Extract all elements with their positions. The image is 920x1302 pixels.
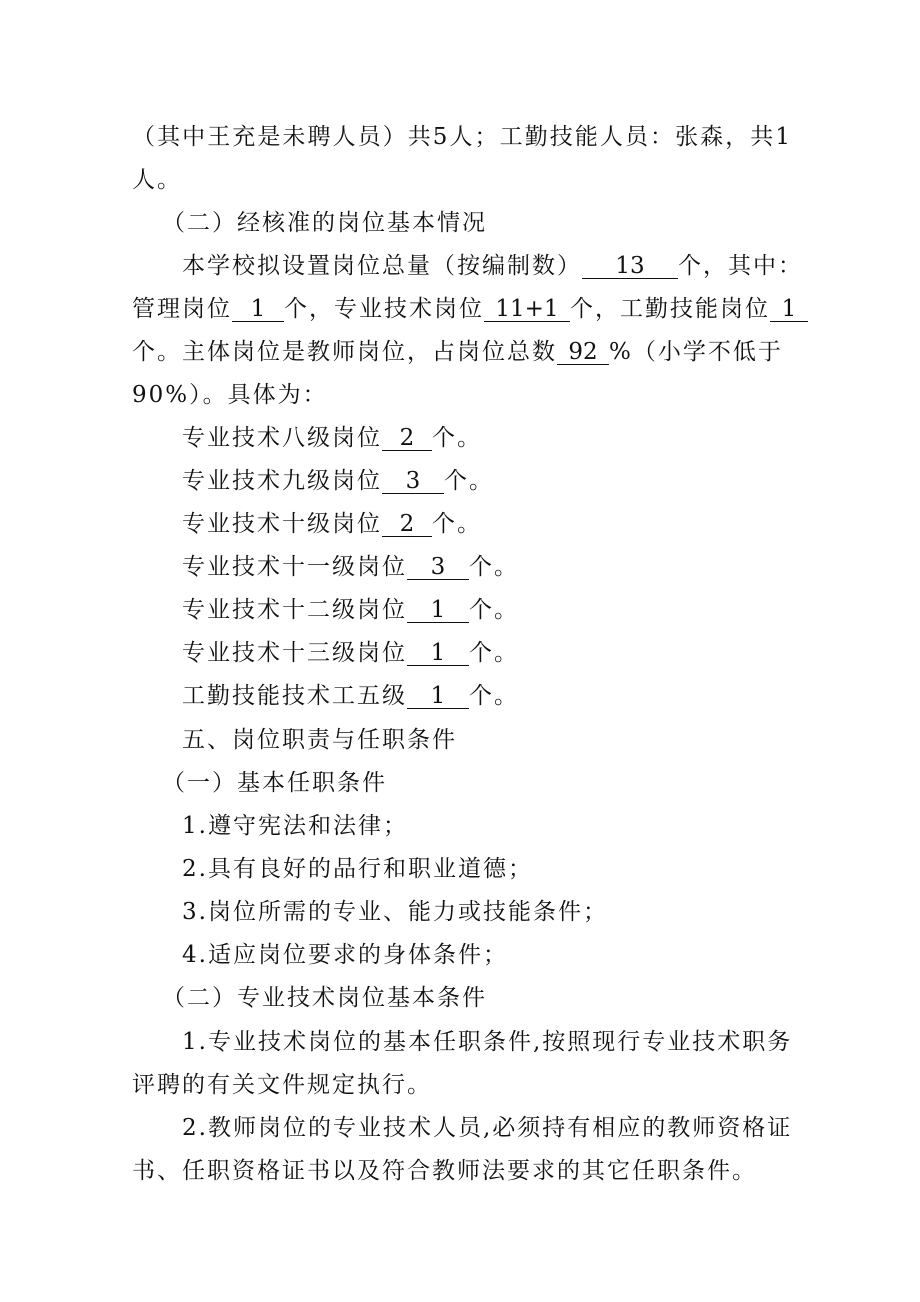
paragraph-line: 评聘的有关文件规定执行。 <box>132 1072 432 1098</box>
filled-blank: 11+1 <box>484 297 570 322</box>
position-unit: 个。 <box>469 554 519 580</box>
condition-item: 2.具有良好的品行和职业道德； <box>182 856 533 882</box>
position-count: 2 <box>382 512 432 537</box>
text-line: 90%）。具体为： <box>132 382 328 408</box>
position-unit: 个。 <box>444 468 494 494</box>
position-line <box>182 423 482 453</box>
section-heading: （二）专业技术岗位基本条件 <box>162 985 487 1011</box>
position-count: 1 <box>407 684 469 709</box>
text-line <box>182 251 803 281</box>
text-segment: 本学校拟设置岗位总量（按编制数） <box>182 253 582 279</box>
text-line: （其中王充是未聘人员）共5人；工勤技能人员：张森，共1 <box>132 124 792 150</box>
filled-blank: 92 <box>557 340 609 365</box>
position-unit: 个。 <box>432 425 482 451</box>
text-segment: %（小学不低于 <box>609 339 783 365</box>
position-count: 2 <box>382 426 432 451</box>
position-line <box>182 595 519 625</box>
text-segment: 个，其中： <box>678 253 803 279</box>
filled-blank: 13 <box>582 254 678 279</box>
text-segment: 个，专业技术岗位 <box>284 296 484 322</box>
position-line <box>182 552 519 582</box>
position-unit: 个。 <box>469 640 519 666</box>
text-segment: 个，工勤技能岗位 <box>570 296 770 322</box>
position-unit: 个。 <box>432 511 482 537</box>
position-line <box>182 466 494 496</box>
position-label: 专业技术十三级岗位 <box>182 640 407 666</box>
position-label: 专业技术九级岗位 <box>182 468 382 494</box>
section-heading: （一）基本任职条件 <box>162 770 387 796</box>
position-count: 1 <box>407 598 469 623</box>
position-line <box>182 681 519 711</box>
text-segment: 个。主体岗位是教师岗位，占岗位总数 <box>132 339 557 365</box>
section-title: 五、岗位职责与任职条件 <box>182 727 457 753</box>
condition-item: 3.岗位所需的专业、能力或技能条件； <box>182 899 608 925</box>
condition-item: 1.遵守宪法和法律； <box>182 813 408 839</box>
filled-blank: 1 <box>770 297 808 322</box>
section-heading: （二）经核准的岗位基本情况 <box>162 210 487 236</box>
position-unit: 个。 <box>469 683 519 709</box>
position-label: 工勤技能技术工五级 <box>182 683 407 709</box>
paragraph-line: 2.教师岗位的专业技术人员,必须持有相应的教师资格证 <box>182 1115 793 1141</box>
position-label: 专业技术十一级岗位 <box>182 554 407 580</box>
position-count: 3 <box>382 469 444 494</box>
position-label: 专业技术八级岗位 <box>182 425 382 451</box>
text-line <box>132 337 783 367</box>
position-label: 专业技术十级岗位 <box>182 511 382 537</box>
position-unit: 个。 <box>469 597 519 623</box>
condition-item: 4.适应岗位要求的身体条件； <box>182 942 508 968</box>
text-line: 人。 <box>132 167 182 193</box>
text-segment: 管理岗位 <box>132 296 232 322</box>
paragraph-line: 书、任职资格证书以及符合教师法要求的其它任职条件。 <box>132 1158 757 1184</box>
position-count: 3 <box>407 555 469 580</box>
position-label: 专业技术十二级岗位 <box>182 597 407 623</box>
position-count: 1 <box>407 641 469 666</box>
paragraph-line: 1.专业技术岗位的基本任职条件,按照现行专业技术职务 <box>182 1029 793 1055</box>
filled-blank: 1 <box>232 297 284 322</box>
position-line <box>182 509 482 539</box>
position-line <box>182 638 519 668</box>
text-line <box>132 294 808 324</box>
